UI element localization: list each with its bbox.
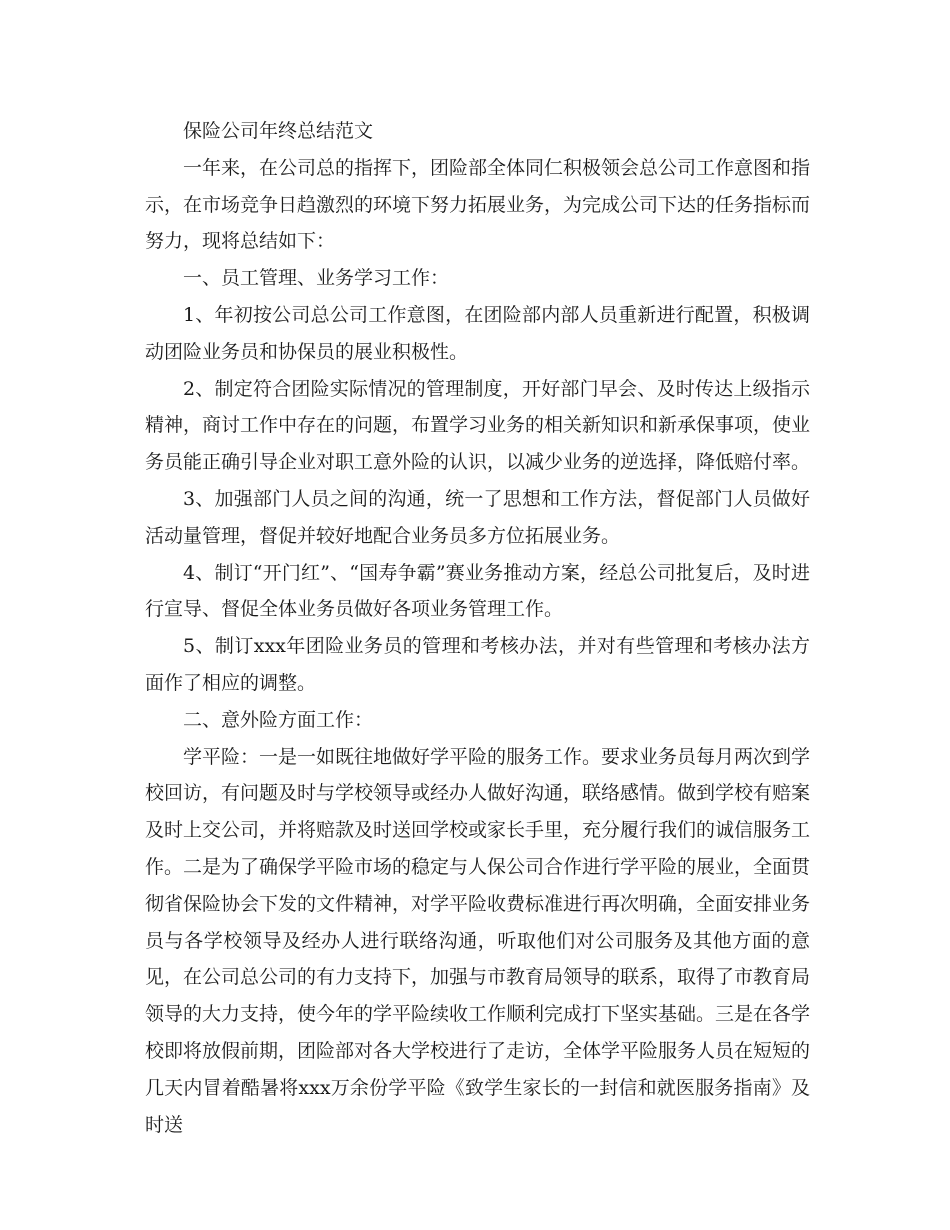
item-paragraph-5: 5、制订xxx年团险业务员的管理和考核办法，并对有些管理和考核办法方面作了相应的调整。 [145,635,810,694]
document-body [145,113,810,1143]
item-paragraph-4: 4、制订“开门红”、“国寿争霸”赛业务推动方案，经总公司批复后，及时进行宣导、督促全体业务员做好各项业务管理工作。 [145,561,810,621]
student-insurance-paragraph: 学平险：一是一如既往地做好学平险的服务工作。要求业务员每月两次到学校回访，有问题及时与学校领导或经办人做好沟通，联络感情。做到学校有赔案及时上交公司，并将赔款及时送回学校或家长手里，充分履行我们的诚信服务工作。二是为了确保学平险市场的稳定与人保公司合作进行学平险的展业，全面贯彻省保险协会下发的文件精神，对学平险收费标准进行再次明确，全面安排业务员与各学校领导及经办人进行联络沟通，听取他们对公司服务及其他方面的意见，在公司总公司的有力支持下，加强与市教育局领导的联系，取得了市教育局领导的大力支持，使今年的学平险续收工作顺利完成打下坚实基础。三是在各学校即将放假前期，团险部对各大学校进行了走访，全体学平险服务人员在短短的几天内冒着酷暑将xxx万余份学平险《致学生家长的一封信和就医服务指南》及时送 [145,745,811,1136]
item-paragraph-1: 1、年初按公司总公司工作意图，在团险部内部人员重新进行配置，积极调动团险业务员和协保员的展业积极性。 [145,303,810,363]
intro-paragraph: 一年来，在公司总的指挥下，团险部全体同仁积极领会总公司工作意图和指示，在市场竞争日趋激烈的环境下努力拓展业务，为完成公司下达的任务指标而努力，现将总结如下： [145,156,811,253]
item-paragraph-3: 3、加强部门人员之间的沟通，统一了思想和工作方法，督促部门人员做好活动量管理，督促并较好地配合业务员多方位拓展业务。 [145,487,810,547]
section-heading-staff-management: 一、员工管理、业务学习工作： [183,267,450,290]
item-paragraph-2: 2、制定符合团险实际情况的管理制度，开好部门早会、及时传达上级指示精神，商讨工作中存在的问题，布置学习业务的相关新知识和新承保事项，使业务员能正确引导企业对职工意外险的认识，以减少业务的逆选择，降低赔付率。 [145,377,811,474]
section-heading-accident-insurance: 二、意外险方面工作： [183,708,374,731]
document-title: 保险公司年终总结范文 [183,120,374,142]
